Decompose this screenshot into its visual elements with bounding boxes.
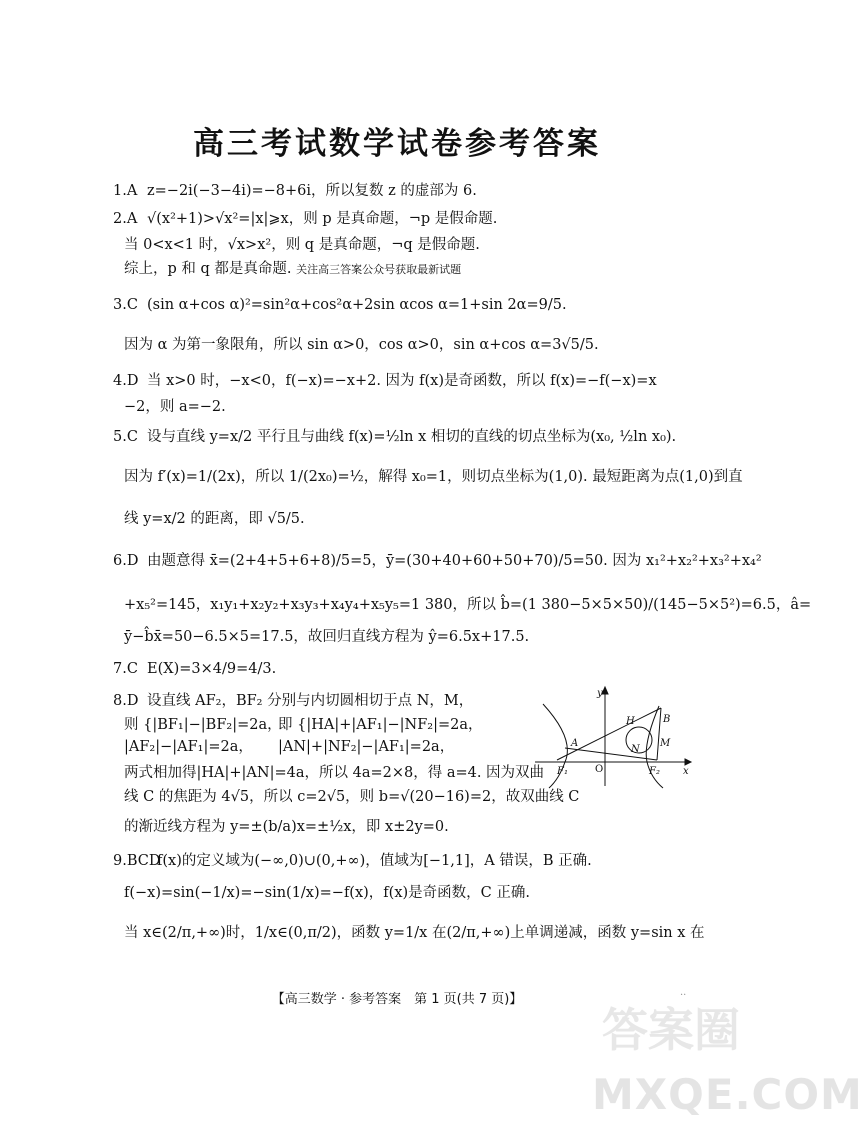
label-m: M bbox=[660, 738, 671, 749]
answer-5-line-2: 因为 f′(x)=1/(2x)，所以 1/(2x₀)=½，解得 x₀=1，则切点坐标为(1,0). 最短距离为点(1,0)到直 bbox=[124, 469, 743, 485]
site-watermark bbox=[592, 994, 863, 1119]
answer-8-line-1 bbox=[113, 692, 473, 710]
answer-1 bbox=[113, 182, 477, 200]
answer-3-number: 3.C bbox=[113, 297, 138, 313]
label-n: N bbox=[631, 744, 640, 755]
label-x: x bbox=[683, 766, 689, 777]
answer-6-line-1 bbox=[113, 552, 762, 570]
answer-8-line-4: 两式相加得|HA|+|AN|=4a，所以 4a=2×8，得 a=4. 因为双曲 bbox=[124, 765, 545, 781]
watermark-url: MXQE.COM bbox=[592, 1070, 863, 1119]
y-axis-arrow bbox=[602, 687, 608, 694]
answer-2-text-3: 综上，p 和 q 都是真命题. bbox=[124, 261, 292, 277]
answer-9-number: 9.BCD bbox=[113, 853, 161, 869]
answer-2-line-1 bbox=[113, 210, 497, 228]
answer-8-system-2b: |AN|+|NF₂|−|AF₁|=2a， bbox=[278, 739, 455, 755]
answer-3-line-2: 因为 α 为第一象限角，所以 sin α>0，cos α>0，sin α+cos α=3√5/5. bbox=[124, 337, 599, 353]
line-f1-b bbox=[557, 708, 661, 760]
label-a: A bbox=[571, 738, 579, 749]
answer-2-text-1: √(x²+1)>√x²=|x|⩾x，则 p 是真命题，¬p 是假命题. bbox=[147, 211, 498, 227]
label-h: H bbox=[626, 716, 635, 727]
answer-4-line-1 bbox=[113, 372, 657, 390]
answer-6-number: 6.D bbox=[113, 553, 139, 569]
answer-4-number: 4.D bbox=[113, 373, 139, 389]
answer-9-line-2: f(−x)=sin(−1/x)=−sin(1/x)=−f(x)，f(x)是奇函数，C 正确. bbox=[124, 885, 530, 901]
answer-5-line-1 bbox=[113, 428, 676, 446]
answer-4-line-2: −2，则 a=−2. bbox=[124, 399, 226, 415]
answer-3-text-1: (sin α+cos α)²=sin²α+cos²α+2sin αcos α=1+sin 2α=9/5. bbox=[147, 297, 567, 313]
label-o: O bbox=[595, 764, 604, 775]
label-f2: F₂ bbox=[649, 766, 660, 777]
answer-8-system-2a: |AF₂|−|AF₁|=2a， bbox=[124, 739, 253, 755]
answer-2-line-3 bbox=[124, 260, 461, 279]
answer-8-system-1a: 则 {|BF₁|−|BF₂|=2a， bbox=[124, 717, 282, 733]
answer-5-text-1: 设与直线 y=x/2 平行且与曲线 f(x)=½ln x 相切的直线的切点坐标为(x₀, ½ln x₀). bbox=[147, 429, 677, 445]
page-title: 高三考试数学试卷参考答案 bbox=[193, 126, 601, 162]
line-b-f2 bbox=[657, 708, 661, 760]
watermark-logo-text: 答案圈 bbox=[602, 1003, 740, 1057]
answer-6-text-1: 由题意得 x̄=(2+4+5+6+8)/5=5，ȳ=(30+40+60+50+70)/5=50. 因为 x₁²+x₂²+x₃²+x₄² bbox=[147, 553, 762, 569]
answer-8-line-5: 线 C 的焦距为 4√5，所以 c=2√5，则 b=√(20−16)=2，故双曲线 C bbox=[124, 789, 580, 805]
answer-9-line-3: 当 x∈(2/π,+∞)时，1/x∈(0,π/2)，函数 y=1/x 在(2/π,+∞)上单调递减，函数 y=sin x 在 bbox=[124, 925, 705, 941]
answer-8-line-6: 的渐近线方程为 y=±(b/a)x=±½x，即 x±2y=0. bbox=[124, 819, 449, 835]
answer-6-line-3: ȳ−b̂x̄=50−6.5×5=17.5，故回归直线方程为 ŷ=6.5x+17.5. bbox=[124, 629, 530, 645]
answer-1-text: z=−2i(−3−4i)=−8+6i，所以复数 z 的虚部为 6. bbox=[147, 183, 477, 199]
hyperbola-diagram bbox=[535, 684, 695, 789]
label-b: B bbox=[663, 714, 671, 725]
answer-4-text-1: 当 x>0 时，−x<0，f(−x)=−x+2. 因为 f(x)是奇函数，所以 f(x)=−f(−x)=x bbox=[147, 373, 657, 389]
label-y: y bbox=[597, 688, 603, 699]
line-a-f2 bbox=[565, 748, 657, 760]
answer-5-line-3: 线 y=x/2 的距离，即 √5/5. bbox=[124, 511, 305, 527]
answer-7-text: E(X)=3×4/9=4/3. bbox=[147, 661, 277, 677]
answer-3-line-1 bbox=[113, 296, 567, 314]
answer-8-text-1: 设直线 AF₂，BF₂ 分别与内切圆相切于点 N，M， bbox=[147, 693, 474, 709]
page-footer: 【高三数学 · 参考答案 第 1 页(共 7 页)】 bbox=[271, 992, 523, 1007]
answer-8-number: 8.D bbox=[113, 693, 139, 709]
answer-7 bbox=[113, 660, 276, 678]
label-f1: F₁ bbox=[557, 766, 568, 777]
footer-dots: ·· bbox=[680, 990, 687, 1001]
answer-9-line-1 bbox=[113, 852, 592, 870]
answer-1-number: 1.A bbox=[113, 183, 138, 199]
answer-9-text-1: f(x)的定义域为(−∞,0)∪(0,+∞)，值域为[−1,1]，A 错误，B 正确. bbox=[157, 853, 592, 869]
answer-7-number: 7.C bbox=[113, 661, 138, 677]
x-axis-arrow bbox=[685, 759, 691, 765]
answer-5-number: 5.C bbox=[113, 429, 138, 445]
answer-2-number: 2.A bbox=[113, 211, 138, 227]
answer-2-line-2: 当 0<x<1 时，√x>x²，则 q 是真命题，¬q 是假命题. bbox=[124, 237, 480, 253]
answer-8-system-1b: 即 {|HA|+|AF₁|−|NF₂|=2a， bbox=[278, 717, 483, 733]
promo-note: 关注高三答案公众号获取最新试题 bbox=[296, 263, 462, 276]
answer-6-line-2: +x₅²=145，x₁y₁+x₂y₂+x₃y₃+x₄y₄+x₅y₅=1 380，所以 b̂=(1 380−5×5×50)/(145−5×5²)=6.5，â= bbox=[124, 597, 812, 613]
